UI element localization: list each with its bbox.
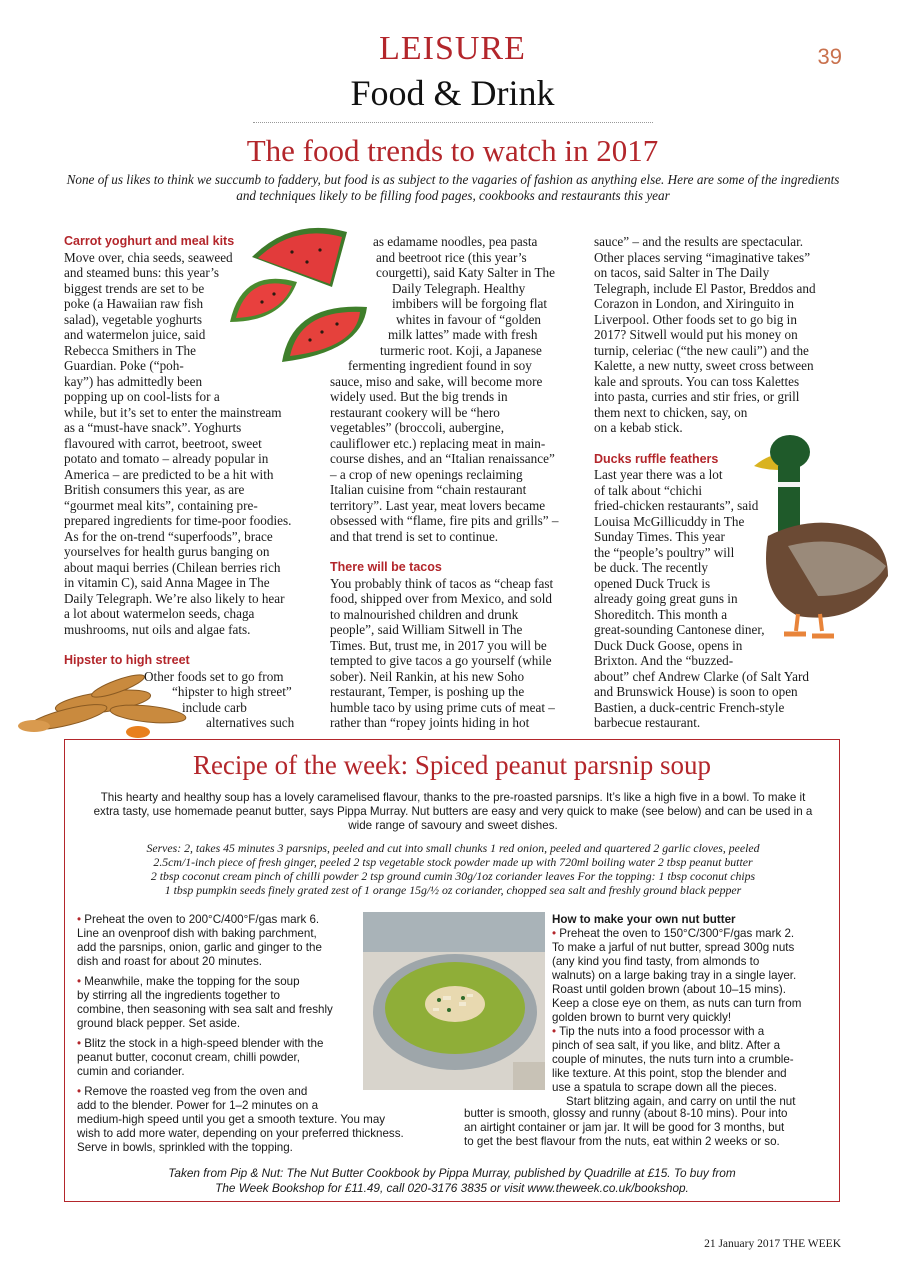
bullet: •	[77, 913, 82, 926]
method-step-1	[77, 913, 359, 969]
page-footer	[704, 1238, 841, 1250]
text-line: territory”. Last year, meat lovers became	[330, 497, 546, 513]
text-line: turnip, celeriac (“the new cauli”) and the	[594, 342, 809, 358]
subheading-tacos: There will be tacos	[330, 560, 442, 574]
text-line: Shoreditch. This month a	[594, 606, 728, 622]
text-line: great-sounding Cantonese diner,	[594, 622, 765, 637]
text-line: and watermelon juice, said	[64, 327, 206, 342]
text-line: the “people’s poultry” will	[594, 544, 735, 560]
text-line: Daily Telegraph. Healthy	[392, 280, 526, 296]
text-line: British consumers this year, as are	[64, 482, 245, 497]
text-line: courgetti), said Katy Salter in The	[376, 265, 555, 280]
text-line: Italian cuisine from “chain restaurant	[330, 482, 527, 497]
text-line: – a crop of new openings reclaiming	[330, 466, 523, 482]
text-line: mushrooms, nut oils and algae fats.	[64, 621, 251, 637]
text-line: turmeric root. Koji, a Japanese	[380, 342, 542, 358]
text-line: imbibers will be forgoing flat	[392, 296, 548, 311]
publication-name: THE WEEK	[782, 1238, 841, 1250]
text-line: “hipster to high street”	[172, 684, 292, 699]
text-line: fermenting ingredient found in soy	[348, 358, 532, 373]
article-column-3	[594, 234, 844, 731]
recipe-method	[77, 913, 404, 1161]
text-line: Blitz the stock in a high-speed blender with the	[84, 1037, 324, 1050]
text-line: couple of minutes, the nuts turn into a crumble-	[552, 1053, 794, 1066]
text-line: Move over, chia seeds, seaweed	[64, 249, 233, 265]
text-line: Corazon in London, and Xiringuito in	[594, 296, 794, 311]
text-line: peanut butter, coconut cream, chilli powder,	[77, 1051, 300, 1064]
text-line: an airtight container or jam jar. It will be good for 3 months, but	[464, 1121, 785, 1134]
text-line: sober). Neil Rankin, at his new Soho	[330, 668, 525, 684]
text-line: humble taco by using prime cuts of meat –	[330, 699, 555, 715]
article-headline: The food trends to watch in 2017	[246, 133, 659, 168]
text-line: rather than “ropey joints hiding in hot	[330, 715, 530, 730]
text-line: barbecue restaurant.	[594, 715, 701, 730]
text-line: restaurant cookery will be “hero	[330, 404, 500, 420]
text-line: Kalette, a new nutty, sweet cross between	[594, 358, 814, 373]
text-line: wish to add more water, depending on your preferred thickness.	[77, 1127, 404, 1140]
issue-date: 21 January 2017	[704, 1238, 781, 1250]
text-line: be duck. The recently	[594, 560, 708, 575]
text-line: golden brown to burnt very quickly!	[552, 1011, 732, 1024]
text-line: Sunday Times. This year	[594, 529, 725, 544]
nut-butter-step-2	[552, 1025, 842, 1109]
text-line: course dishes, and an “Italian renaissance”	[330, 451, 555, 466]
text-line: (any kind you find tasty, from almonds to	[552, 955, 760, 968]
text-line: Brixton. And the “buzzed-	[594, 653, 734, 668]
nut-butter-heading: How to make your own nut butter	[552, 913, 736, 926]
text-line: poke (a Hawaiian raw fish	[64, 296, 204, 311]
nut-butter-section	[552, 913, 842, 1115]
method-step-3	[77, 1037, 359, 1079]
text-line: Roast until golden brown (about 10–15 mins).	[552, 983, 786, 996]
text-line: obsessed with “flame, fire pits and grills” –	[330, 513, 559, 528]
text-line: fried-chicken restaurants”, said	[594, 498, 759, 513]
ingredient-line: 2.5cm/1-inch piece of fresh ginger, peeled 2 tsp vegetable stock powder made up with 720ml boiling water 2 tbsp peanut butter	[153, 855, 753, 869]
recipe-intro: This hearty and healthy soup has a lovely caramelised flavour, thanks to the pre-roasted parsnips. It’s like a high five in a bowl. To make it extra tasty, use homemade peanut butter, says Pippa Murray. Nut butters are easy and very quick to make (see below) and can be used in a wide range of savoury and sweet dishes.	[93, 791, 813, 832]
recipe-title: Recipe of the week: Spiced peanut parsnip soup	[192, 750, 712, 780]
ingredient-line: 1 tbsp pumpkin seeds finely grated zest of 1 orange 15g/½ oz coriander, chopped sea salt and freshly ground black pepper	[164, 883, 742, 897]
text-line: in vitamin C), said Anna Magee in The	[64, 575, 270, 590]
text-line: Preheat the oven to 150°C/300°F/gas mark 2.	[559, 927, 795, 940]
subheading-ducks: Ducks ruffle feathers	[594, 451, 719, 466]
text-line: vegetables” (broccoli, aubergine,	[330, 420, 505, 435]
section-title: LEISURE	[379, 30, 526, 67]
subheading-hipster: Hipster to high street	[64, 653, 190, 667]
text-line: 2017? Sitwell would put his money on	[594, 327, 798, 342]
credit-line: The Week Bookshop for £11.49, call 020-3176 3835 or visit www.theweek.co.uk/bookshop.	[215, 1181, 689, 1195]
subsection-title: Food & Drink	[350, 73, 555, 113]
text-line: of talk about “chichi	[594, 482, 703, 498]
text-line: Meanwhile, make the topping for the soup	[84, 975, 300, 988]
text-line: sauce” – and the results are spectacular.	[594, 234, 804, 249]
text-line: on a kebab stick.	[594, 420, 683, 435]
text-line: Liverpool. Other foods set to go big in	[594, 311, 797, 327]
text-line: As for the on-trend “superfoods”, brace	[64, 528, 273, 544]
method-step-2	[77, 975, 359, 1031]
text-line: to get the best flavour from the nuts, eat within 2 weeks or so.	[464, 1135, 780, 1148]
text-line: by stirring all the ingredients together to	[77, 989, 281, 1002]
text-line: popping up on cool-lists for a	[64, 389, 220, 404]
text-line: To make a jarful of nut butter, spread 300g nuts	[552, 941, 795, 954]
article-column-2	[330, 234, 578, 731]
text-line: butter is smooth, glossy and runny (about 8-10 mins). Pour into	[464, 1107, 788, 1120]
text-line: Telegraph, include El Pastor, Breddos and	[594, 280, 816, 296]
text-line: prepared ingredients for time-poor foodies.	[64, 513, 292, 528]
text-line: as edamame noodles, pea pasta	[373, 234, 538, 249]
text-line: to malnourished children and drunk	[330, 606, 519, 622]
text-line: Louisa McGillicuddy in The	[594, 513, 745, 529]
text-line: Daily Telegraph. We’re also likely to hear	[64, 590, 285, 606]
bullet: •	[77, 1037, 82, 1050]
text-line: kale and sprouts. You can toss Kalettes	[594, 373, 800, 389]
text-line: add the parsnips, onion, garlic and ginger to the	[77, 941, 322, 954]
text-line: Tip the nuts into a food processor with a	[559, 1025, 765, 1038]
soup-bowl-image	[363, 912, 545, 1090]
text-line: combine, then seasoning with sea salt and freshly	[77, 1003, 333, 1016]
article-column-1	[64, 234, 326, 731]
text-line: into pasta, curries and stir fries, or grill	[594, 389, 800, 404]
text-line: Remove the roasted veg from the oven and	[84, 1085, 308, 1098]
ingredient-line: Serves: 2, takes 45 minutes 3 parsnips, peeled and cut into small chunks 1 red onion, peeled and quartered 2 garlic cloves, peeled	[146, 841, 760, 855]
text-line: Other places serving “imaginative takes”	[594, 249, 811, 265]
subheading-carrot-yoghurt: Carrot yoghurt and meal kits	[64, 234, 235, 248]
text-line: as a “must-have snack”. Yoghurts	[64, 420, 242, 435]
text-line: opened Duck Truck is	[594, 575, 711, 591]
text-line: ground black pepper. Set aside.	[77, 1017, 241, 1030]
text-line: about” chef Andrew Clarke (of Salt Yard	[594, 668, 809, 684]
text-line: alternatives such	[206, 715, 295, 730]
text-line: Last year there was a lot	[594, 467, 723, 482]
text-line: whites in favour of “golden	[396, 311, 542, 327]
text-line: salad), vegetable yoghurts	[64, 311, 203, 327]
text-line: cumin and coriander.	[77, 1065, 185, 1078]
text-line: use a spatula to scrape down all the pieces.	[552, 1081, 777, 1094]
text-line: while, but it’s set to enter the mainstream	[64, 404, 282, 420]
text-line: pinch of sea salt, if you like, and blitz. After a	[552, 1039, 781, 1052]
text-line: medium-high speed until you get a smooth texture. You may	[77, 1113, 386, 1126]
text-line: Line an ovenproof dish with baking parchment,	[77, 927, 317, 940]
bullet: •	[552, 927, 557, 940]
bullet: •	[77, 1085, 82, 1098]
text-line: Rebecca Smithers in The	[64, 342, 196, 358]
nut-butter-step-2-continued	[464, 1107, 842, 1149]
text-line: and steamed buns: this year’s	[64, 265, 220, 280]
text-line: milk lattes” made with fresh	[388, 327, 538, 342]
text-line: cauliflower etc.) replacing meat in main-	[330, 435, 546, 451]
text-line: and that trend is set to continue.	[330, 528, 499, 544]
text-line: dish and roast for about 20 minutes.	[77, 955, 262, 968]
credit-line: Taken from Pip & Nut: The Nut Butter Cookbook by Pippa Murray, published by Quadrille at £15. To buy from	[168, 1166, 736, 1180]
text-line: flavoured with carrot, beetroot, sweet	[64, 435, 262, 451]
text-line: yourselves for health gurus banging on	[64, 544, 270, 559]
text-line: tempted to give tacos a go yourself (while	[330, 653, 552, 668]
text-line: You probably think of tacos as “cheap fast	[330, 575, 554, 591]
bullet: •	[552, 1025, 557, 1038]
text-line: and Brunswick House) is soon to open	[594, 684, 798, 699]
text-line: walnuts) on a large baking tray in a single layer.	[552, 969, 797, 982]
article-standfirst: None of us likes to think we succumb to faddery, but food is as subject to the vagaries of fashion as anything else. Here are some of the ingredients and techniques likely to be filling food pages, cookbooks and restaurants this year	[66, 172, 840, 203]
text-line: add to the blender. Power for 1–2 minutes on a	[77, 1099, 319, 1112]
text-line: already going great guns in	[594, 591, 738, 606]
text-line: America – are predicted to be a hit with	[64, 466, 274, 482]
text-line: Other foods set to go from	[144, 668, 284, 684]
text-line: like texture. At this point, stop the blender and	[552, 1067, 787, 1080]
text-line: and beetroot rice (this year’s	[376, 249, 527, 265]
text-line: Start blitzing again, and carry on until the nut	[566, 1095, 796, 1108]
text-line: “gourmet meal kits”, containing pre-	[64, 497, 258, 513]
text-line: Duck Duck Goose, opens in	[594, 637, 743, 653]
ingredient-line: 2 tbsp coconut cream pinch of chilli powder 2 tsp ground cumin 30g/1oz coriander leaves For the topping: 1 tbsp coconut chips	[150, 869, 756, 883]
recipe-ingredients	[88, 841, 818, 897]
recipe-credit	[64, 1166, 840, 1196]
text-line: food, shipped over from Mexico, and sold	[330, 591, 552, 606]
text-line: people”, said William Sitwell in The	[330, 622, 523, 637]
text-line: sauce, miso and sake, will become more	[330, 373, 543, 389]
nut-butter-step-1	[552, 927, 842, 1025]
header-divider	[253, 122, 653, 123]
text-line: Bastien, a duck-centric French-style	[594, 699, 785, 715]
text-line: widely used. But the big trends in	[330, 389, 508, 404]
text-line: on tacos, said Salter in The Daily	[594, 265, 770, 280]
text-line: Serve in bowls, sprinkled with the topping.	[77, 1141, 293, 1154]
text-line: biggest trends are set to be	[64, 280, 205, 296]
method-step-4	[77, 1085, 404, 1155]
text-line: Guardian. Poke (“poh-	[64, 358, 184, 373]
text-line: restaurant, Temper, is poshing up the	[330, 684, 525, 699]
bullet: •	[77, 975, 82, 988]
text-line: Times. But, trust me, in 2017 you will be	[330, 637, 547, 653]
text-line: kay”) has admittedly been	[64, 373, 203, 389]
text-line: potato and tomato – already popular in	[64, 451, 269, 466]
text-line: a lot about watermelon seeds, chaga	[64, 606, 255, 621]
text-line: them next to chicken, say, on	[594, 404, 748, 420]
text-line: include carb	[182, 699, 247, 715]
text-line: Keep a close eye on them, as nuts can turn from	[552, 997, 802, 1010]
text-line: Preheat the oven to 200°C/400°F/gas mark 6.	[84, 913, 320, 926]
page-number: 39	[817, 44, 842, 69]
text-line: about maqui berries (Chilean berries rich	[64, 559, 281, 575]
